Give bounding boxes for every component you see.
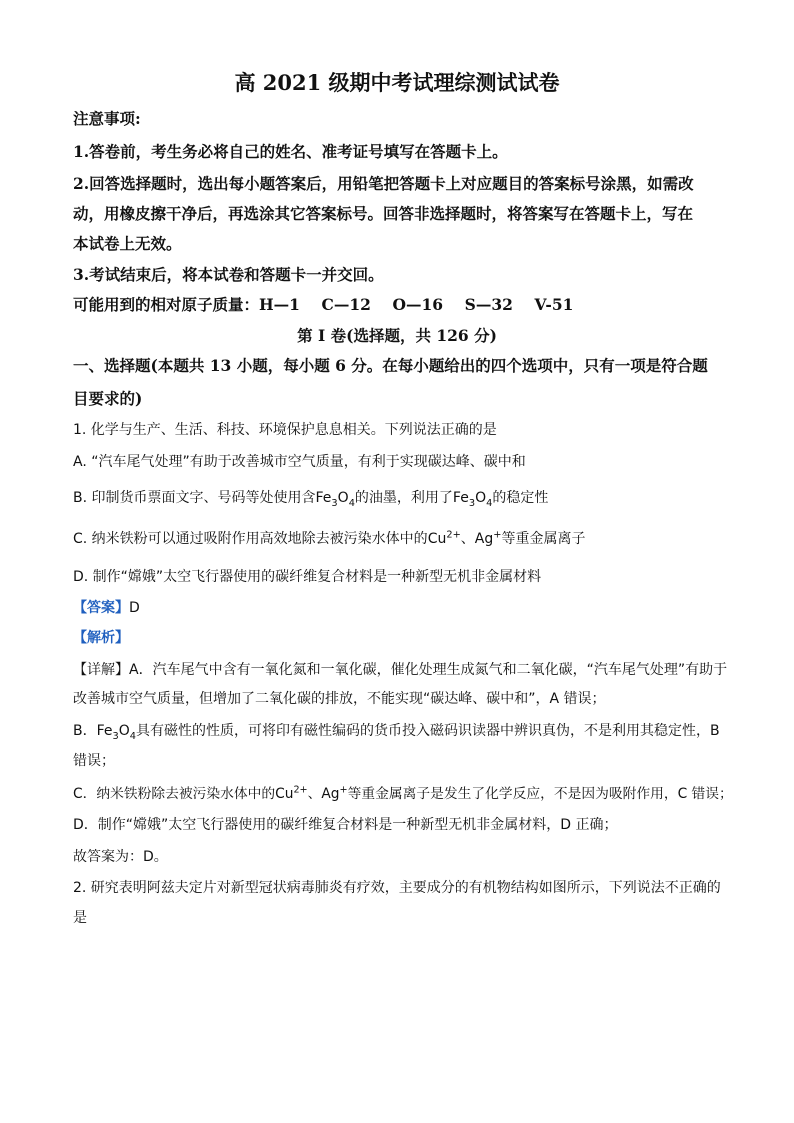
question-1-stem: 1. 化学与生产、生活、科技、环境保护息息相关。下列说法正确的是 bbox=[73, 422, 497, 438]
answer-value: D bbox=[129, 600, 140, 616]
question-1-option-b: B. 印制货币票面文字、号码等处使用含$Fe_3O_4$的油墨，利用了$Fe_3O_4$的稳定性 bbox=[73, 490, 549, 509]
atomic-masses: 可能用到的相对原子质量：H—1 C—12 O—16 S—32 V-51 bbox=[73, 295, 574, 314]
formula-ag-ion: Ag+ bbox=[321, 784, 348, 802]
formula-ag-ion: Ag+ bbox=[474, 529, 502, 547]
section-instruction-line-1: 一、选择题(本题共 13 小题，每小题 6 分。在每小题给出的四个选项中，只有一项是符合题 bbox=[73, 356, 708, 375]
analysis-line bbox=[73, 628, 733, 648]
formula-fe3o4: $Fe_3O_4$ bbox=[315, 490, 355, 509]
section-heading: 第 I 卷(选择题，共 126 分) bbox=[297, 326, 497, 345]
notice-item-2-line-1: 2.回答选择题时，选出每小题答案后，用铅笔把答题卡上对应题目的答案标号涂黑，如需改 bbox=[73, 174, 694, 193]
answer-tag: 【答案】 bbox=[73, 600, 129, 616]
question-2-stem-line-2: 是 bbox=[73, 910, 87, 926]
conclusion-line: 故答案为：D。 bbox=[73, 849, 168, 865]
analysis-tag: 【解析】 bbox=[73, 630, 129, 646]
detail-b-line-1: B．$Fe_3O_4$具有磁性的性质，可将印有磁性编码的货币投入磁码识读器中辨识真伪，不是利用其稳定性，B bbox=[73, 723, 720, 742]
exam-title: 高 2021 级期中考试理综测试试卷 bbox=[234, 70, 560, 95]
detail-d-line: D．制作“嫦娥”太空飞行器使用的碳纤维复合材料是一种新型无机非金属材料，D 正确； bbox=[73, 817, 618, 833]
notice-item-2-line-3: 本试卷上无效。 bbox=[73, 234, 182, 253]
notice-item-3: 3.考试结束后，将本试卷和答题卡一并交回。 bbox=[73, 265, 384, 284]
section-instruction-line-2: 目要求的) bbox=[73, 389, 143, 408]
question-2-stem-line-1: 2. 研究表明阿兹夫定片对新型冠状病毒肺炎有疗效，主要成分的有机物结构如图所示，下列说法不正确的 bbox=[73, 880, 721, 896]
notice-item-2-line-2: 动，用橡皮擦干净后，再选涂其它答案标号。回答非选择题时，将答案写在答题卡上，写在 bbox=[73, 204, 694, 223]
question-1-option-d: D. 制作“嫦娥”太空飞行器使用的碳纤维复合材料是一种新型无机非金属材料 bbox=[73, 569, 542, 585]
notice-heading: 注意事项: bbox=[73, 109, 141, 128]
detail-b-line-2: 错误； bbox=[73, 753, 115, 769]
detail-tag: 【详解】 bbox=[73, 662, 129, 678]
question-1-option-c: C. 纳米铁粉可以通过吸附作用高效地除去被污染水体中的$Cu^{2+}$、Ag+等重金属离子 bbox=[73, 529, 586, 547]
question-1-option-a: A. “汽车尾气处理”有助于改善城市空气质量，有利于实现碳达峰、碳中和 bbox=[73, 454, 526, 470]
formula-cu-ion: $Cu^{2+}$ bbox=[427, 529, 461, 547]
detail-a-line-1: 【详解】A．汽车尾气中含有一氧化氮和一氧化碳，催化处理生成氮气和二氧化碳，“汽车尾气处理”有助于 bbox=[73, 662, 728, 678]
detail-a-line-2: 改善城市空气质量，但增加了二氧化碳的排放，不能实现“碳达峰、碳中和”，A 错误； bbox=[73, 691, 606, 707]
notice-item-1: 1.答卷前，考生务必将自己的姓名、准考证号填写在答题卡上。 bbox=[73, 142, 508, 161]
detail-c-line: C．纳米铁粉除去被污染水体中的$Cu^{2+}$、Ag+等重金属离子是发生了化学反应，不是因为吸附作用，C 错误； bbox=[73, 784, 733, 802]
formula-fe3o4: $Fe_3O_4$ bbox=[452, 490, 493, 509]
formula-cu-ion: $Cu^{2+}$ bbox=[275, 784, 308, 802]
answer-line bbox=[73, 598, 733, 618]
formula-fe3o4: $Fe_3O_4$ bbox=[96, 723, 137, 742]
